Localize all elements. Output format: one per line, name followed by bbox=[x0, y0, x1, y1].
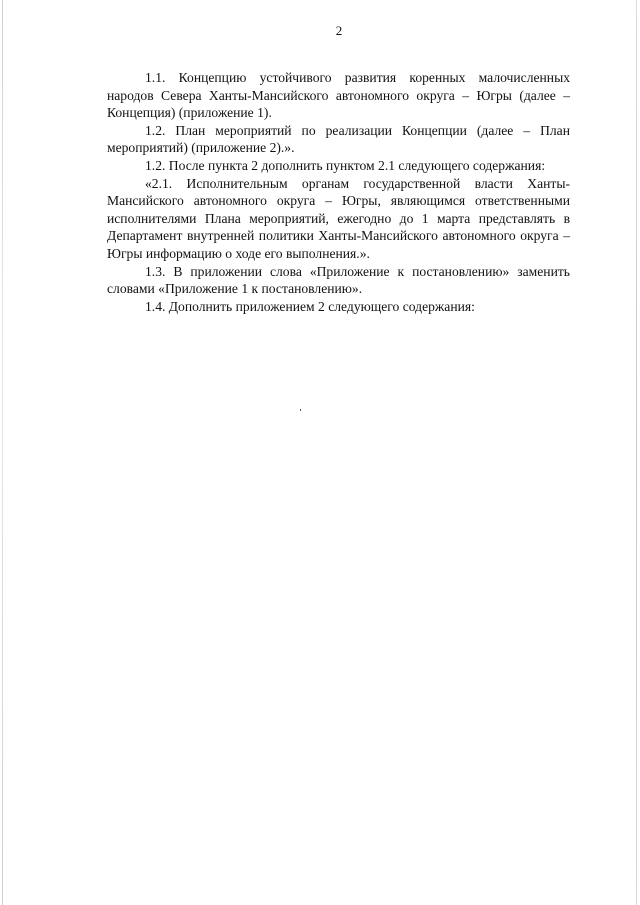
paragraph-2-1: «2.1. Исполнительным органам государственной власти Ханты-Мансийского автономного округа – Югры, являющимся ответственными исполнителями Плана мероприятий, ежегодно до 1 марта представлять в Департамент внутренней политики Ханты-Мансийского автономного округа – Югры информацию о ходе его выполнения.». bbox=[107, 175, 570, 261]
scan-speck bbox=[300, 409, 301, 411]
page-number: 2 bbox=[335, 23, 343, 38]
paragraph-1-2-plan: 1.2. План мероприятий по реализации Концепции (далее – План мероприятий) (приложение 2).». bbox=[107, 122, 570, 156]
scan-edge-right bbox=[636, 0, 637, 905]
paragraph-1-3: 1.3. В приложении слова «Приложение к постановлению» заменить словами «Приложение 1 к постановлению». bbox=[107, 263, 570, 297]
paragraph-1-4: 1.4. Дополнить приложением 2 следующего содержания: bbox=[145, 298, 475, 314]
document-body bbox=[107, 69, 570, 315]
scan-edge-left bbox=[2, 0, 3, 905]
paragraph-1-2-amendment: 1.2. После пункта 2 дополнить пунктом 2.1 следующего содержания: bbox=[145, 157, 546, 173]
paragraph-1-1: 1.1. Концепцию устойчивого развития коренных малочисленных народов Севера Ханты-Мансийского автономного округа – Югры (далее – Концепция) (приложение 1). bbox=[107, 70, 570, 121]
